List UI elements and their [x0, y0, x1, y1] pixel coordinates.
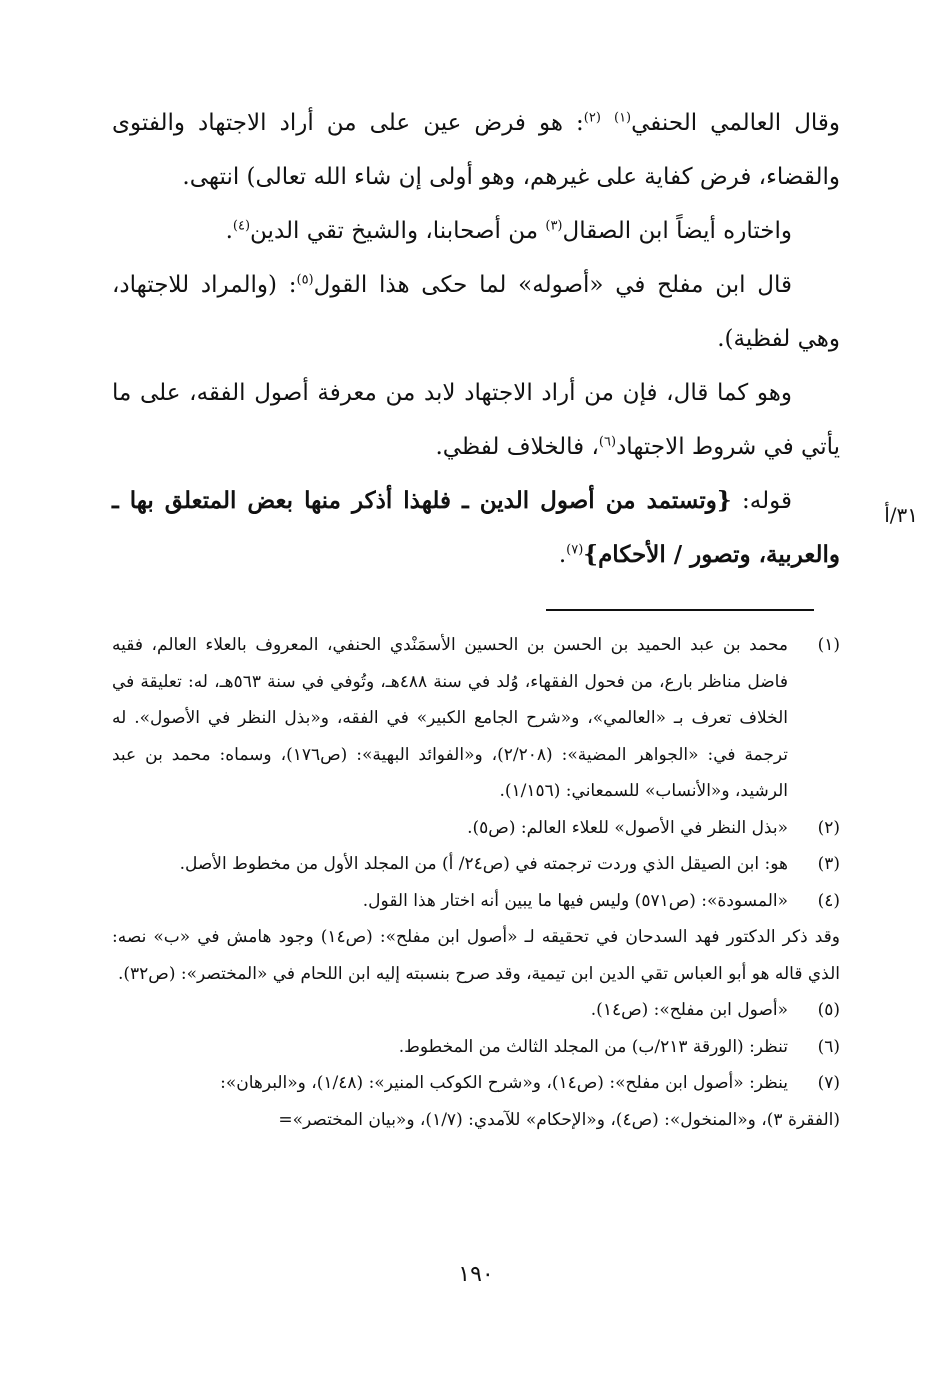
paragraph-1: وقال العالمي الحنفي$^{(١)}$ $^{(٢)}$: هو فرض عين على من أراد الاجتهاد والفتوى والقضاء، فرض كفاية على غيرهم، وهو أولى إن شاء الله تعالى) انتهى. [112, 110, 841, 190]
footnote-text: «المسودة»: (ص٥٧١) وليس فيها ما يبين أنه اختار هذا القول. [362, 890, 788, 911]
paragraph-2: واختاره أيضاً ابن الصقال$^{(٣)}$ من أصحابنا، والشيخ تقي الدين$^{(٤)}$. [225, 218, 792, 244]
footnote-4 [112, 883, 840, 920]
footnote-ref-2[interactable]: (٢) [583, 110, 601, 126]
footnote-number: (٦) [817, 1036, 840, 1057]
footnote-4-continuation: وقد ذكر الدكتور فهد السدحان في تحقيقه لـ «أصول ابن مفلح»: (ص١٤) وجود هامش في «ب» نصه: الذي قاله هو أبو العباس تقي الدين ابن تيمية، وقد صرح بنسبته إليه ابن اللحام في «المختصر»: (ص٣٢). [112, 927, 840, 984]
footnote-ref-3[interactable]: (٣) [545, 218, 563, 234]
footnote-6 [112, 1029, 840, 1066]
footnote-text: تنظر: (الورقة ٢١٣/ب) من المجلد الثالث من المخطوط. [398, 1036, 788, 1057]
footnote-ref-1[interactable]: (١) [613, 110, 632, 126]
footnote-ref-5[interactable]: (٥) [296, 272, 314, 288]
page-number: ١٩٠ [458, 1262, 494, 1287]
footnote-text: هو: ابن الصيقل الذي وردت ترجمته في (ص٢٤/ أ) من المجلد الأول من مخطوط الأصل. [179, 854, 788, 874]
footnote-number: (٧) [817, 1073, 840, 1093]
footnote-text: ينظر: «أصول ابن مفلح»: (ص١٤)، و«شرح الكوكب المنير»: (١/٤٨)، و«البرهان»: [220, 1073, 788, 1093]
footnote-text: «أصول ابن مفلح»: (ص١٤). [590, 1000, 788, 1020]
footnote-ref-6[interactable]: (٦) [598, 434, 617, 450]
footnote-1 [112, 627, 840, 810]
footnote-3 [112, 846, 840, 883]
footnote-7-continuation: (الفقرة ٣)، و«المنخول»: (ص٤)، و«الإحكام» للآمدي: (١/٧)، و«بيان المختصر»= [278, 1109, 840, 1130]
matn-quote: {وتستمد من أصول الدين ـ فلهذا أذكر منها بعض المتعلق بها ـ والعربية، وتصور / الأحكام} [112, 487, 840, 568]
footnote-7 [112, 1065, 840, 1102]
footnote-2 [112, 810, 840, 847]
footnote-divider [546, 609, 814, 611]
footnote-text: «بذل النظر في الأصول» للعلاء العالم: (ص٥). [467, 817, 788, 838]
paragraph-3: قال ابن مفلح في «أصوله» لما حكى هذا القول$^{(٥)}$: (والمراد للاجتهاد، وهي لفظية). [112, 272, 840, 352]
footnotes [112, 627, 840, 1138]
paragraph-4: وهو كما قال، فإن من أراد الاجتهاد لابد من معرفة أصول الفقه، على ما يأتي في شروط الاجتهاد$^{(٦)}$، فالخلاف لفظي. [112, 380, 840, 460]
footnote-number: (٤) [817, 890, 840, 911]
main-text [112, 96, 840, 582]
manuscript-folio-marker: ٣١/أ [884, 503, 918, 527]
footnote-5 [112, 992, 840, 1029]
paragraph-5: قوله: {وتستمد من أصول الدين ـ فلهذا أذكر منها بعض المتعلق بها ـ والعربية، وتصور / الأحكام}$^{(٧)}$. [112, 487, 840, 568]
footnote-text: محمد بن عبد الحميد بن الحسن بن الحسين الأسمَنْدي الحنفي، المعروف بالعلاء العالم، فقيه فاضل مناظر بارع، من فحول الفقهاء، وُلد في سنة ٤٨٨هـ، وتُوفي في سنة ٥٦٣هـ، له: تعليقة في الخلاف تعرف بـ «العالمي»، و«شرح الجامع الكبير» في الفقه، و«بذل النظر في الأصول». له ترجمة في: «الجواهر المضية»: (٢/٢٠٨)، و«الفوائد البهية»: (ص١٧٦)، وسماه: محمد بن عبد الرشيد، و«الأنساب» للسمعاني: (١/١٥٦). [112, 635, 789, 801]
footnote-number: (٣) [817, 854, 840, 874]
footnote-ref-4[interactable]: (٤) [232, 218, 251, 234]
footnote-number: (٥) [817, 1000, 840, 1020]
footnote-number: (١) [817, 635, 840, 655]
footnote-number: (٢) [817, 817, 840, 838]
footnote-ref-7[interactable]: (٧) [566, 542, 584, 558]
